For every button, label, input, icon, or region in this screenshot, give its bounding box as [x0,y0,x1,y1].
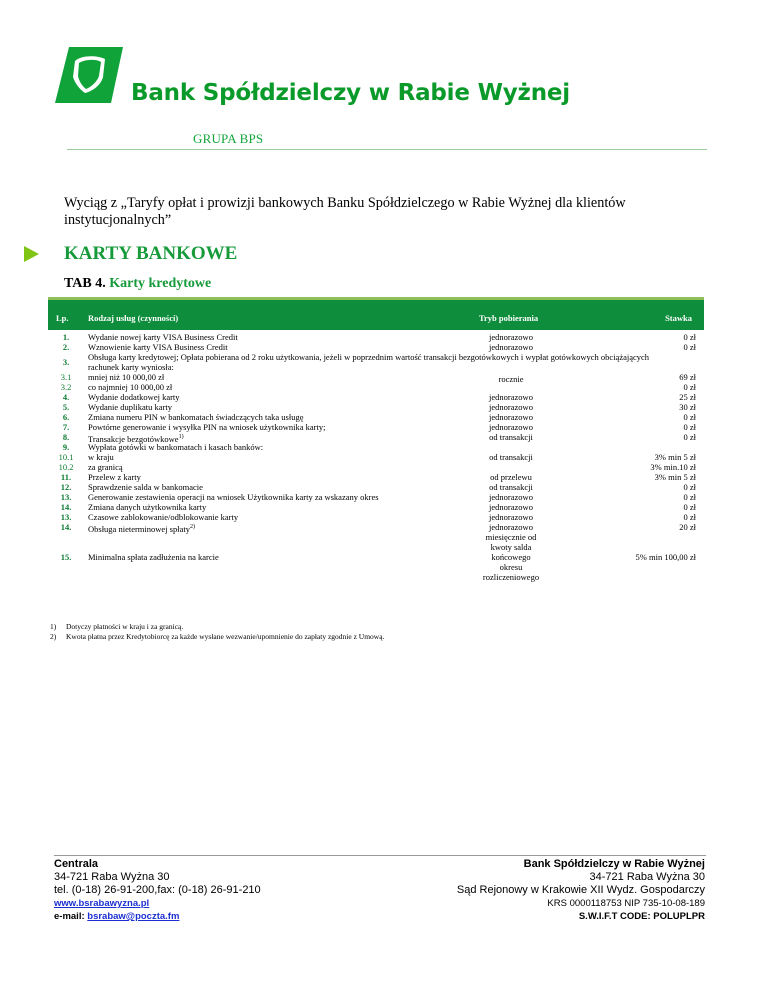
table-row [48,432,704,442]
row-stawka: 3% min 5 zł [654,472,696,482]
row-desc-text: Obsługa nieterminowej spłaty [88,523,190,534]
row-lp: 6. [62,412,70,422]
row-lp: 8. [62,432,70,442]
row-stawka: 0 zł [683,502,696,512]
row-desc: w kraju [88,452,114,462]
row-lp: 1. [62,332,70,342]
row-tryb: od transakcji [489,452,533,462]
tryb-line: okresu [499,562,523,572]
footer-right [457,858,705,923]
row-stawka: 25 zł [679,392,696,402]
bank-logo [55,47,123,103]
website-link[interactable]: www.bsrabawyzna.pl [54,898,150,909]
header-tryb: Tryb pobierania [479,313,539,323]
row-desc: Obsługa karty kredytowej; Opłata pobierana od 2 roku użytkowania, jeżeli w poprzednim wartość transakcji bezgotówkowych i wypłat gotówkowych obciążających rachunek karty wyniosła: [88,352,650,372]
footer-address: 34-721 Raba Wyżna 30 [54,871,170,883]
table-row [48,532,704,582]
row-stawka: 0 zł [683,422,696,432]
header-divider [67,149,707,150]
footer-krs: KRS 0000118753 NIP 735-10-08-189 [547,898,705,909]
row-desc: Powtórne generowanie i wysyłka PIN na wniosek użytkownika karty; [88,422,326,432]
row-lp: 15. [60,552,72,562]
email-link[interactable]: bsrabaw@poczta.fm [87,911,180,922]
table-row [48,412,704,422]
row-tryb: jednorazowo [489,402,533,412]
intro-text: Wyciąg z „Taryfy opłat i prowizji bankowych Banku Spółdzielczego w Rabie Wyżnej dla klientów instytucjonalnych” [64,195,626,228]
row-lp: 11. [60,472,72,482]
row-desc: Wydanie nowej karty VISA Business Credit [88,332,238,342]
tab-name: Karty kredytowe [109,276,212,291]
tryb-line: końcowego [491,552,531,562]
footnote-ref: 2) [189,524,195,530]
footer-swift: S.W.I.F.T CODE: POLUPLPR [578,911,705,922]
footnote-number: 1) [50,622,57,631]
row-stawka: 3% min.10 zł [650,462,696,472]
fee-table [48,332,704,582]
footnotes [50,622,384,642]
footer-court: Sąd Rejonowy w Krakowie XII Wydz. Gospodarczy [456,884,705,896]
table-header [48,297,704,330]
tryb-line: kwoty salda [490,542,532,552]
footer-bank-name: Bank Spółdzielczy w Rabie Wyżnej [523,858,705,870]
header-rodzaj: Rodzaj usług (czynności) [88,313,179,323]
table-row [48,512,704,522]
row-stawka: 0 zł [683,492,696,502]
row-tryb: jednorazowo [489,332,533,342]
row-desc: Czasowe zablokowanie/odblokowanie karty [88,512,239,522]
row-stawka: 5% min 100,00 zł [635,552,696,562]
row-lp: 10.1 [58,452,74,462]
row-tryb [466,532,556,582]
row-lp: 10.2 [58,462,74,472]
row-desc-text: Transakcje bezgotówkowe [88,433,179,444]
row-lp: 7. [62,422,70,432]
row-desc: Zmiana numeru PIN w bankomatach świadczących taka usługę [88,412,304,422]
row-stawka: 30 zł [679,402,696,412]
row-tryb: jednorazowo [489,412,533,422]
table-row [48,472,704,482]
row-desc: Sprawdzenie salda w bankomacie [88,482,203,492]
row-lp: 3. [62,357,70,367]
row-desc: Przelew z karty [88,472,141,482]
footer-left [54,858,261,923]
tab-label: TAB 4. [64,276,106,291]
table-row [48,522,704,532]
row-lp: 3.1 [60,372,72,382]
header-stawka: Stawka [665,313,692,323]
footnote-ref: 1) [178,434,184,440]
row-tryb: jednorazowo [489,512,533,522]
table-row [48,352,704,372]
row-desc: mniej niż 10 000,00 zł [88,372,165,382]
table-row [48,462,704,472]
table-row [48,392,704,402]
row-tryb: jednorazowo [489,422,533,432]
footer-phone: tel. (0-18) 26-91-200,fax: (0-18) 26-91-210 [54,884,261,896]
row-tryb: jednorazowo [489,522,533,532]
row-tryb: od przelewu [490,472,532,482]
row-stawka: 0 zł [683,332,696,342]
row-stawka: 0 zł [683,512,696,522]
table-row [48,452,704,462]
section-arrow-icon [24,246,39,262]
row-tryb: jednorazowo [489,492,533,502]
table-row [48,342,704,352]
row-lp: 2. [62,342,70,352]
footnote-text: Dotyczy płatności w kraju i za granicą. [66,622,184,631]
row-stawka: 0 zł [683,382,696,392]
table-row [48,482,704,492]
email-label: e-mail: [54,911,88,922]
row-desc: Generowanie zestawienia operacji na wniosek Użytkownika karty za wskazany okres [88,492,379,502]
row-lp: 9. [62,442,70,452]
table-row [48,502,704,512]
table-row [48,402,704,412]
tab-title [64,276,211,292]
footnote [50,622,384,632]
row-stawka: 0 zł [683,412,696,422]
row-lp: 13. [60,492,72,502]
row-desc: Minimalna spłata zadłużenia na karcie [88,552,219,562]
footer-address: 34-721 Raba Wyżna 30 [589,871,705,883]
row-stawka: 0 zł [683,482,696,492]
row-tryb: jednorazowo [489,342,533,352]
footer-centrala: Centrala [54,858,99,870]
section-title: KARTY BANKOWE [64,243,238,264]
row-desc: Wydanie dodatkowej karty [88,392,180,402]
table-row [48,422,704,432]
table-row [48,372,704,382]
row-tryb: jednorazowo [489,392,533,402]
row-lp: 5. [62,402,70,412]
row-lp: 14. [60,502,72,512]
row-desc: Wydanie duplikatu karty [88,402,172,412]
bank-name: Bank Spółdzielczy w Rabie Wyżnej [131,80,570,106]
footnote [50,632,384,642]
row-desc: co najmniej 10 000,00 zł [88,382,173,392]
header-lp: Lp. [56,313,69,323]
footnote-number: 2) [50,632,57,641]
row-desc: Wypłata gotówki w bankomatach i kasach banków: [88,442,264,452]
row-stawka: 20 zł [679,522,696,532]
row-stawka: 0 zł [683,342,696,352]
group-label: GRUPA BPS [193,131,264,146]
row-lp: 4. [62,392,70,402]
row-lp: 3.2 [60,382,72,392]
table-row [48,492,704,502]
row-tryb: jednorazowo [489,502,533,512]
row-tryb-rocznie: rocznie [498,374,524,384]
row-desc: Wznowienie karty VISA Business Credit [88,342,228,352]
row-tryb: od transakcji [489,432,533,442]
table-row [48,442,704,452]
row-stawka: 69 zł [679,372,696,382]
row-stawka: 3% min 5 zł [654,452,696,462]
footer-divider [54,855,706,856]
tryb-line: rozliczeniowego [482,572,540,582]
row-tryb: od transakcji [489,482,533,492]
row-lp: 14. [60,522,72,532]
row-stawka: 0 zł [683,432,696,442]
footnote-text: Kwota płatna przez Kredytobiorcę za każde wysłane wezwanie/upomnienie do zapłaty zgodnie z Umową. [66,632,385,641]
table-row [48,332,704,342]
tryb-line: miesięcznie od [485,532,537,542]
row-desc: za granicą [88,462,123,472]
row-desc: Zmiana danych użytkownika karty [88,502,207,512]
row-lp: 13. [60,512,72,522]
row-lp: 12. [60,482,72,492]
